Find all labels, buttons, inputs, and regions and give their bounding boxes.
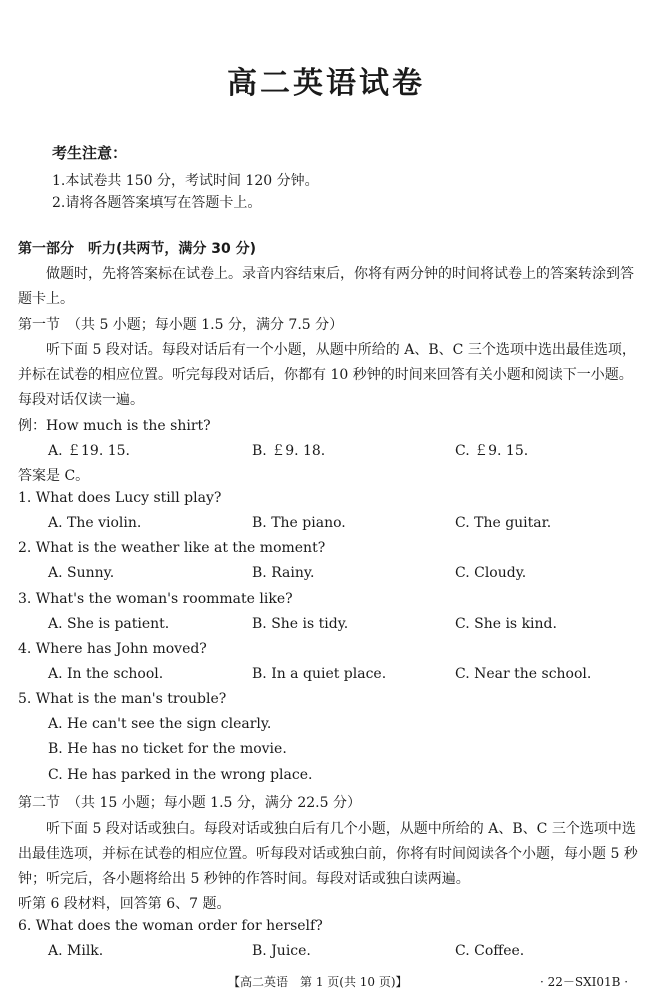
notice-item-2: 2.请将各题答案填写在答题卡上。 [52, 195, 262, 211]
example-option-c: C. ￡9. 15. [455, 443, 529, 459]
section1-intro-text: 听下面 5 段对话。每段对话后有一个小题，从题中所给的 A、B、C 三个选项中选出最佳选项，并标在试卷的相应位置。听完每段对话后，你都有 10 秒钟的时间来回答有关小题和阅读下一小题。每段对话仅读一遍。 [18, 342, 636, 408]
q5-option-c: C. He has parked in the wrong place. [48, 767, 313, 783]
q1-option-c: C. The guitar. [455, 515, 552, 531]
material-instruction: 听第 6 段材料，回答第 6、7 题。 [18, 896, 231, 912]
q6-option-b: B. Juice. [252, 943, 311, 959]
page-footer-code: · 22－SXI01B · [540, 975, 629, 989]
page-title: 高二英语试卷 [227, 66, 425, 101]
example-answer: 答案是 C。 [18, 468, 90, 484]
section1-intro [18, 338, 638, 413]
question-2: 2. What is the weather like at the moment? [18, 540, 326, 556]
section2-heading: 第二节 （共 15 小题；每小题 1.5 分，满分 22.5 分） [18, 795, 361, 811]
q2-option-a: A. Sunny. [48, 565, 115, 581]
question-3: 3. What's the woman's roommate like? [18, 591, 293, 607]
example-option-b: B. ￡9. 18. [252, 443, 326, 459]
q2-option-c: C. Cloudy. [455, 565, 527, 581]
section2-intro [18, 817, 638, 892]
q4-option-b: B. In a quiet place. [252, 666, 387, 682]
part1-heading: 第一部分 听力(共两节，满分 30 分) [18, 241, 257, 257]
question-5: 5. What is the man's trouble? [18, 691, 227, 707]
example-option-a: A. ￡19. 15. [48, 443, 130, 459]
q4-option-a: A. In the school. [48, 666, 164, 682]
q3-option-b: B. She is tidy. [252, 616, 349, 632]
example-question: 例：How much is the shirt? [18, 418, 211, 434]
q5-option-a: A. He can't see the sign clearly. [48, 716, 272, 732]
section1-heading: 第一节 （共 5 小题；每小题 1.5 分，满分 7.5 分） [18, 317, 344, 333]
section2-intro-text: 听下面 5 段对话或独白。每段对话或独白后有几个小题，从题中所给的 A、B、C 三个选项中选出最佳选项，并标在试卷的相应位置。听每段对话或独白前，你将有时间阅读各个小题，每小题 5 秒钟；听完后，各小题将给出 5 秒钟的作答时间。每段对话或独白读两遍。 [18, 821, 638, 887]
q1-option-b: B. The piano. [252, 515, 346, 531]
q3-option-c: C. She is kind. [455, 616, 557, 632]
q6-option-a: A. Milk. [48, 943, 104, 959]
q5-option-b: B. He has no ticket for the movie. [48, 741, 287, 757]
page-footer-label: 【高二英语 第 1 页(共 10 页)】 [228, 975, 408, 989]
q1-option-a: A. The violin. [48, 515, 142, 531]
question-1: 1. What does Lucy still play? [18, 490, 222, 506]
q6-option-c: C. Coffee. [455, 943, 525, 959]
q3-option-a: A. She is patient. [48, 616, 170, 632]
part1-intro-text: 做题时，先将答案标在试卷上。录音内容结束后，你将有两分钟的时间将试卷上的答案转涂到答题卡上。 [18, 266, 634, 307]
part1-intro [18, 262, 638, 312]
notice-item-1: 1.本试卷共 150 分，考试时间 120 分钟。 [52, 173, 319, 189]
q4-option-c: C. Near the school. [455, 666, 592, 682]
notice-heading: 考生注意： [52, 144, 128, 162]
question-6: 6. What does the woman order for herself? [18, 918, 323, 934]
question-4: 4. Where has John moved? [18, 641, 207, 657]
q2-option-b: B. Rainy. [252, 565, 315, 581]
